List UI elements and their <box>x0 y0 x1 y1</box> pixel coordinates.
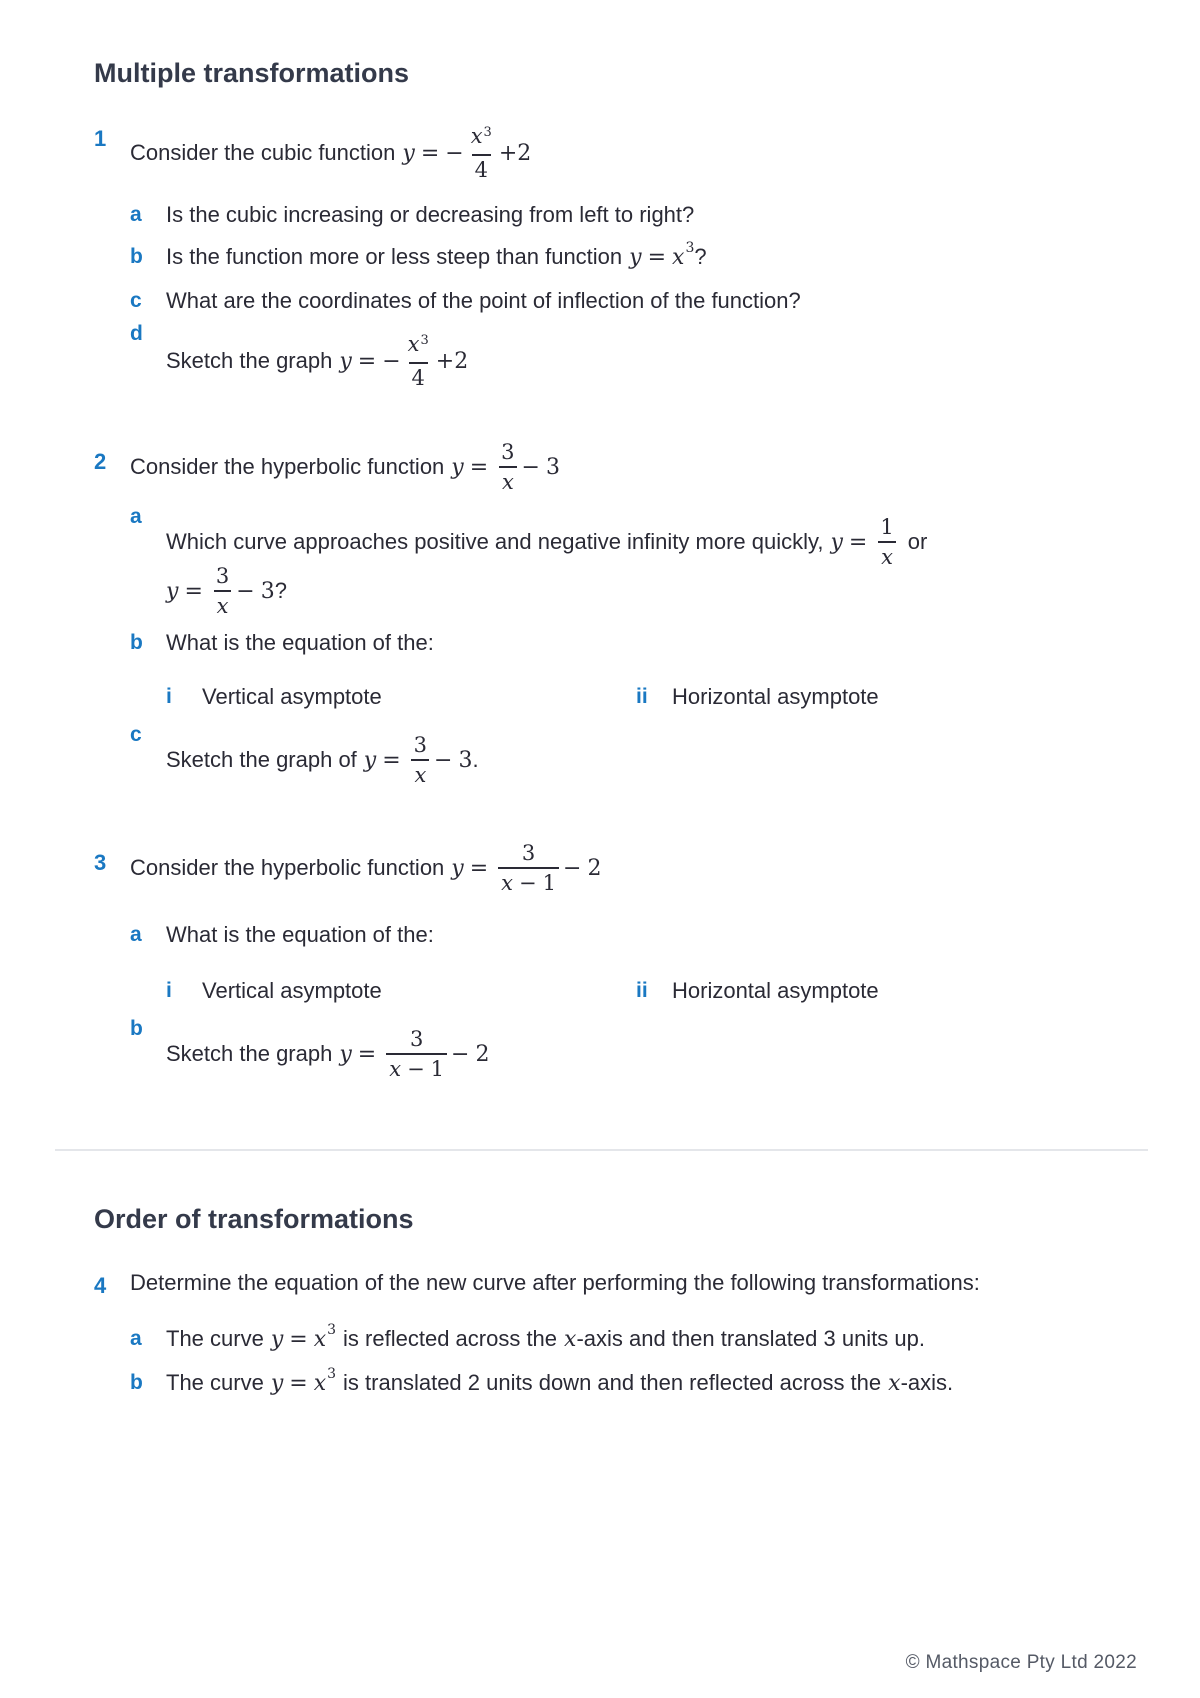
part-label-1b: b <box>130 245 143 268</box>
question-2b <box>130 630 434 656</box>
question-4b-post: -axis. <box>900 1370 954 1395</box>
section-title-multiple-transformations: Multiple transformations <box>94 58 410 88</box>
question-2a-continued: y = $\frac{3}{x}$ − 3 ? <box>166 564 287 618</box>
question-1a-text: Is the cubic increasing or decreasing from left to right? <box>166 202 695 227</box>
part-label-1d: d <box>130 322 143 345</box>
question-number-2: 2 <box>94 449 107 474</box>
question-2b-i-text: Vertical asymptote <box>202 684 382 709</box>
question-4b: b The curve y = x $^3$ is translated 2 units down and then reflected across the x -axis. <box>130 1366 954 1396</box>
question-1b-text: Is the function more or less steep than function <box>166 244 623 269</box>
question-4a: a The curve y = x $^3$ is reflected across the x -axis and then translated 3 units up. <box>130 1322 926 1352</box>
question-2b-i <box>166 684 382 710</box>
section-title-order-of-transformations: Order of transformations <box>94 1204 414 1234</box>
question-1c <box>130 288 801 314</box>
question-3a-ii-text: Horizontal asymptote <box>672 978 879 1003</box>
fraction-3-over-x: $\frac{3}{x}$ <box>411 733 430 787</box>
fraction-3-over-x-minus-1: $\frac{3}{x - 1}$ <box>386 1027 447 1081</box>
question-2a-text: Which curve approaches positive and negative infinity more quickly, <box>166 529 824 554</box>
question-4a-mid: is reflected across the <box>343 1326 558 1351</box>
question-3b-text: Sketch the graph <box>166 1041 333 1066</box>
question-2b-ii <box>636 684 879 710</box>
question-number-3: 3 <box>94 850 107 875</box>
math-var: y <box>402 140 415 166</box>
roman-label-3a-i: i <box>166 979 172 1002</box>
question-4-text: Determine the equation of the new curve after performing the following transformations: <box>130 1270 980 1295</box>
question-1b-end: ? <box>694 244 707 269</box>
part-label-1a: a <box>130 203 142 226</box>
question-4b-pre: The curve <box>166 1370 264 1395</box>
fraction-3-over-x: $\frac{3}{x}$ <box>213 564 232 618</box>
question-2c-text: Sketch the graph of <box>166 747 357 772</box>
part-label-2c: c <box>130 723 142 746</box>
question-4a-pre: The curve <box>166 1326 264 1351</box>
question-1b: b Is the function more or less steep than function y = x $^3$ ? <box>130 240 707 270</box>
question-1-stem: Consider the cubic function y = − $\frac{x^3}{4}$ + 2 <box>130 124 532 182</box>
question-4-stem <box>130 1270 980 1296</box>
question-1-text: Consider the cubic function <box>130 140 396 165</box>
part-label-2a: a <box>130 505 142 528</box>
fraction-x3-over-4: $\frac{x^3}{4}$ <box>470 124 492 182</box>
question-1d: d Sketch the graph y = − $\frac{x^3}{4}$ + 2 <box>130 322 469 390</box>
question-3a <box>130 922 434 948</box>
part-label-4a: a <box>130 1327 142 1350</box>
question-3-text: Consider the hyperbolic function <box>130 855 445 880</box>
part-label-1c: c <box>130 289 142 312</box>
question-2c: c Sketch the graph of y = $\frac{3}{x}$ − 3 . <box>130 723 479 787</box>
section-divider <box>55 1149 1148 1151</box>
question-4b-mid: is translated 2 units down and then reflected across the <box>343 1370 882 1395</box>
part-label-3a: a <box>130 923 142 946</box>
fraction-1-over-x: $\frac{1}{x}$ <box>877 515 896 569</box>
question-3-stem: Consider the hyperbolic function y = $\frac{3}{x - 1}$ − 2 <box>130 841 602 895</box>
question-1d-text: Sketch the graph <box>166 348 333 373</box>
part-label-3b: b <box>130 1017 143 1040</box>
question-number-1: 1 <box>94 126 107 151</box>
roman-label-2b-ii: ii <box>636 685 648 708</box>
part-label-4b: b <box>130 1371 143 1394</box>
question-2a: a Which curve approaches positive and negative infinity more quickly, y = $\frac{1}{x}$ or <box>130 505 928 569</box>
roman-label-2b-i: i <box>166 685 172 708</box>
question-2-text: Consider the hyperbolic function <box>130 454 445 479</box>
question-3b: b Sketch the graph y = $\frac{3}{x - 1}$ − 2 <box>130 1017 490 1081</box>
question-2a-end: ? <box>274 578 287 603</box>
question-2b-ii-text: Horizontal asymptote <box>672 684 879 709</box>
fraction-x3-over-4: $\frac{x^3}{4}$ <box>407 332 429 390</box>
question-2b-text: What is the equation of the: <box>166 630 434 655</box>
question-1a <box>130 202 694 228</box>
roman-label-3a-ii: ii <box>636 979 648 1002</box>
question-4a-post: -axis and then translated 3 units up. <box>576 1326 926 1351</box>
question-2c-end: . <box>472 747 479 772</box>
question-2a-or: or <box>907 529 928 554</box>
fraction-3-over-x-minus-1: $\frac{3}{x - 1}$ <box>498 841 559 895</box>
question-3a-i <box>166 978 382 1004</box>
question-3a-i-text: Vertical asymptote <box>202 978 382 1003</box>
question-1c-text: What are the coordinates of the point of inflection of the function? <box>166 288 801 313</box>
question-number-4: 4 <box>94 1273 107 1298</box>
footer-copyright: © Mathspace Pty Ltd 2022 <box>905 1652 1137 1673</box>
question-3a-ii <box>636 978 879 1004</box>
part-label-2b: b <box>130 631 143 654</box>
question-3a-text: What is the equation of the: <box>166 922 434 947</box>
question-2-stem: Consider the hyperbolic function y = $\frac{3}{x}$ − 3 <box>130 440 560 494</box>
fraction-3-over-x: $\frac{3}{x}$ <box>498 440 517 494</box>
